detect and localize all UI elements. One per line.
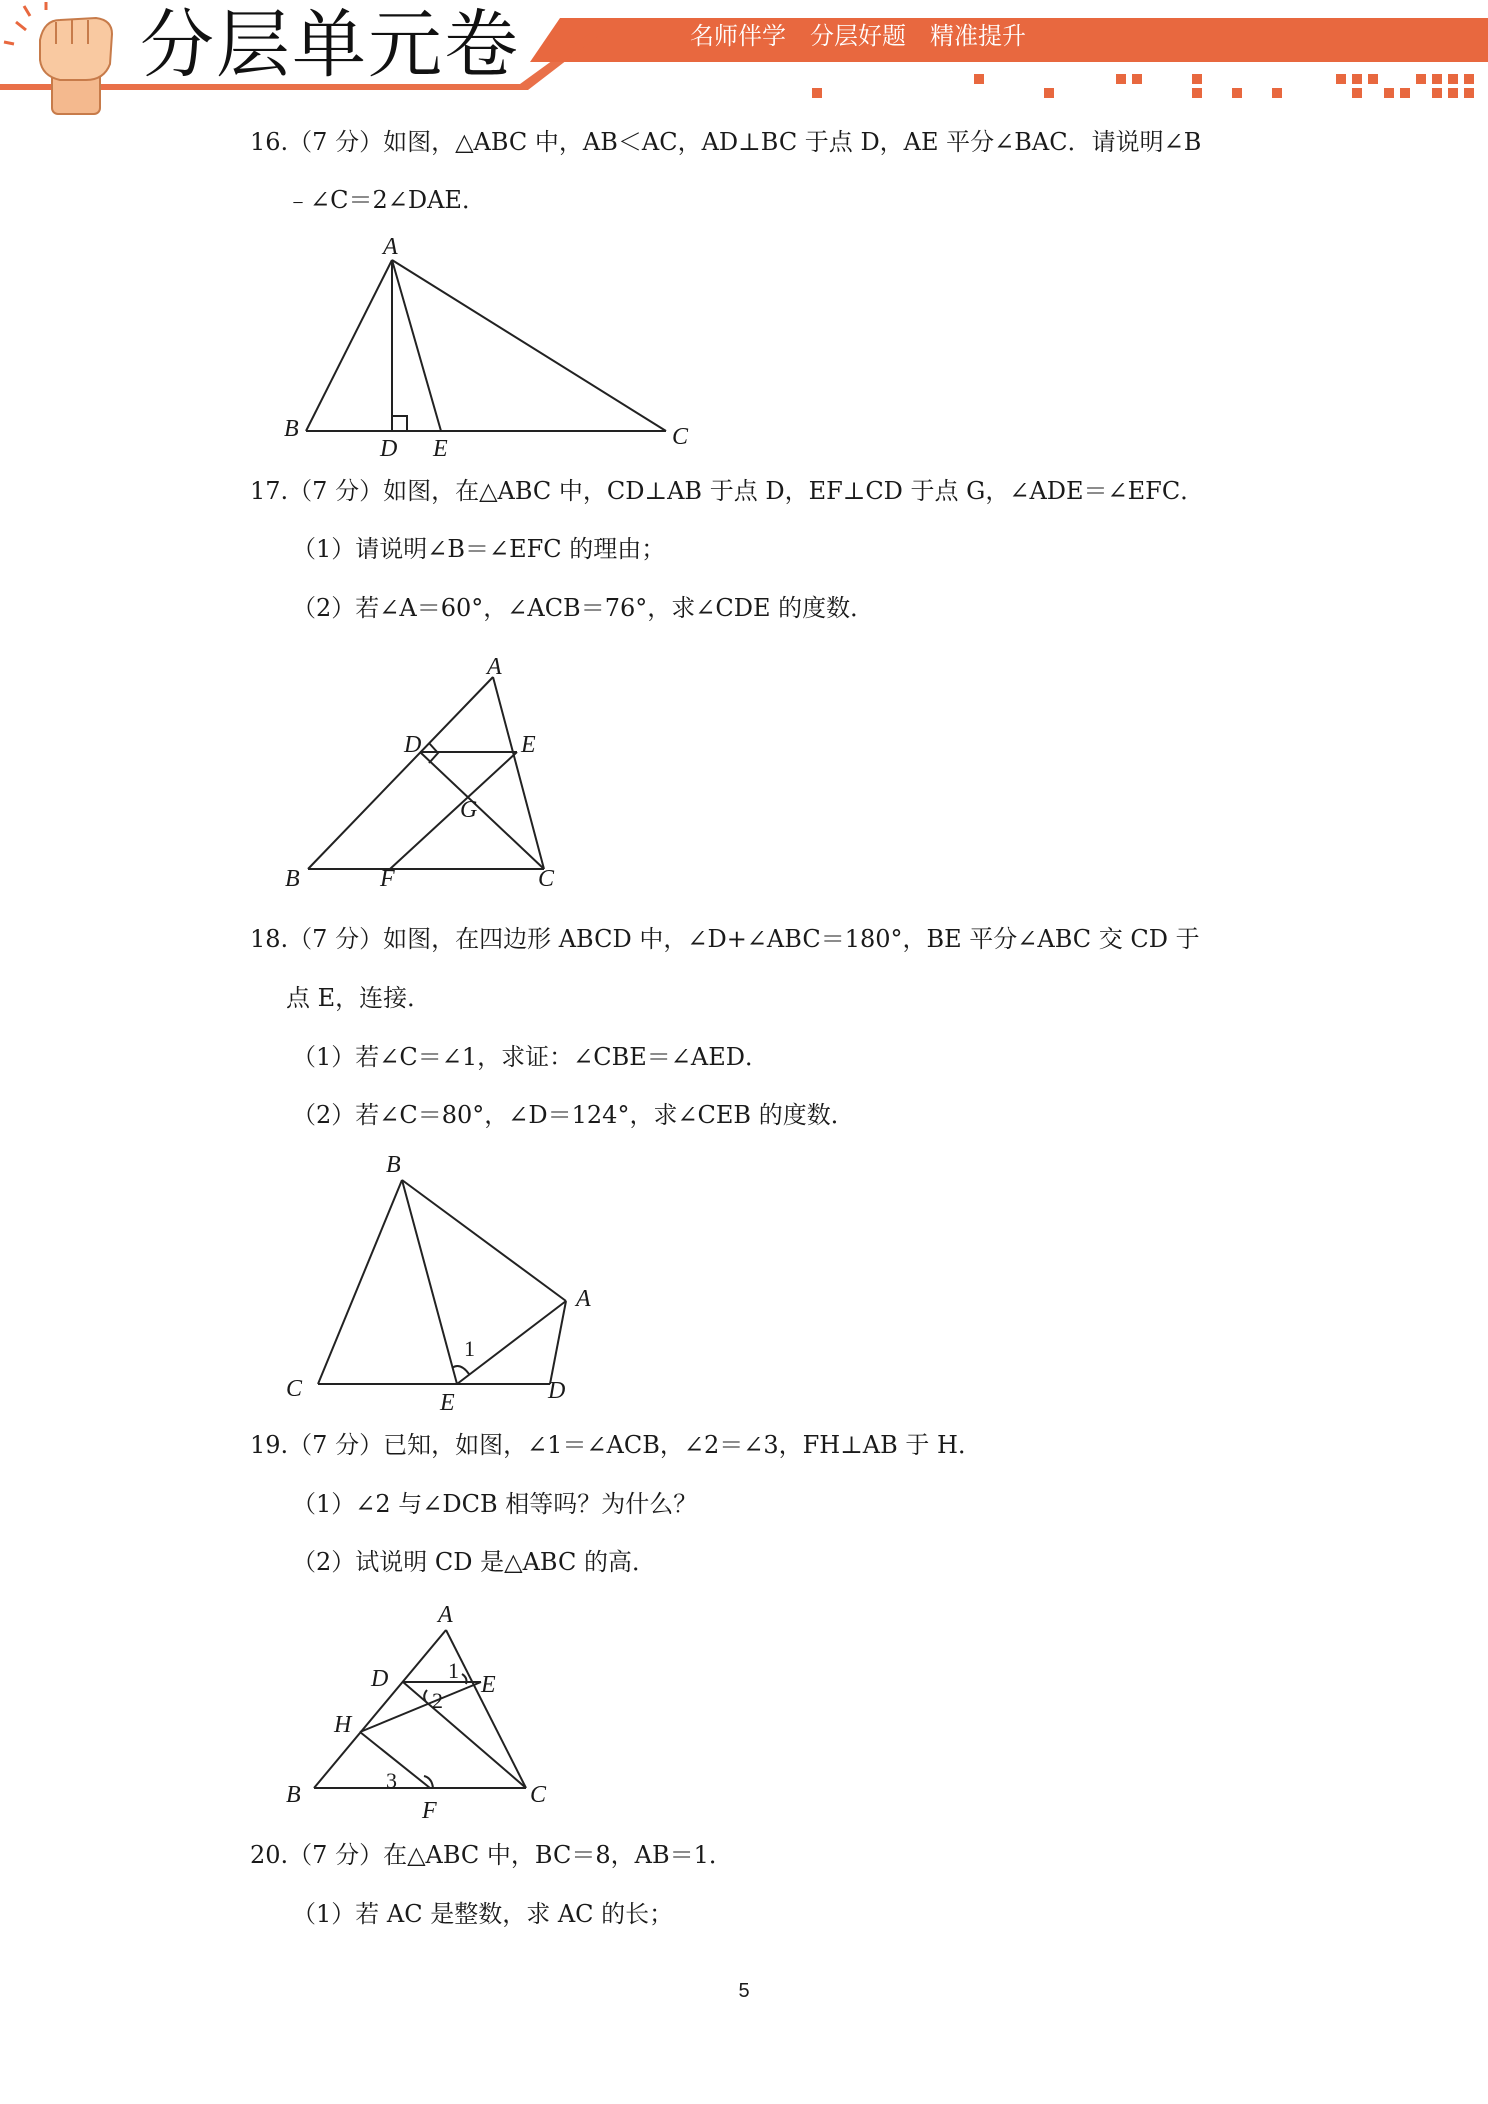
- q18-figure: [280, 1148, 620, 1418]
- q17-label-g: G: [460, 797, 478, 823]
- q18-part1: （1）若∠C＝∠1，求证：∠CBE＝∠AED．: [292, 1043, 769, 1071]
- q19-label-e: E: [481, 1672, 496, 1698]
- q18-stem: 18.（7 分）如图，在四边形 ABCD 中，∠D+∠ABC＝180°，BE 平分∠ABC 交 CD 于: [250, 925, 1200, 953]
- q19-label-a: A: [438, 1602, 453, 1628]
- q17-part1: （1）请说明∠B＝∠EFC 的理由；: [292, 535, 666, 563]
- q19-part2: （2）试说明 CD 是△ABC 的高．: [292, 1548, 656, 1576]
- page-header: [0, 0, 1488, 120]
- q19-label-c: C: [530, 1782, 547, 1808]
- q16-label-d: D: [380, 436, 398, 462]
- q19-label-angle3: 3: [386, 1768, 397, 1793]
- q16-label-a: A: [383, 234, 398, 260]
- q20-part1: （1）若 AC 是整数，求 AC 的长；: [292, 1900, 674, 1928]
- brand-title: 分层单元卷: [140, 2, 520, 88]
- q18-label-b: B: [386, 1152, 401, 1178]
- q19-label-b: B: [286, 1782, 301, 1808]
- q19-figure: [280, 1596, 570, 1826]
- page-number: 5: [738, 1980, 750, 2002]
- q19-label-angle2: 2: [432, 1688, 443, 1713]
- q17-part2: （2）若∠A＝60°，∠ACB＝76°，求∠CDE 的度数．: [292, 594, 875, 622]
- q20-stem: 20.（7 分）在△ABC 中，BC＝8，AB＝1．: [250, 1841, 733, 1869]
- q17-label-b: B: [285, 866, 300, 892]
- q19-label-f: F: [422, 1798, 437, 1824]
- q16-label-e: E: [433, 436, 448, 462]
- q18-label-e: E: [440, 1390, 455, 1416]
- q18-label-angle1: 1: [464, 1336, 475, 1361]
- q18-label-a: A: [576, 1286, 591, 1312]
- slogan-item: 精准提升: [930, 22, 1026, 50]
- q18-label-c: C: [286, 1376, 303, 1402]
- q17-label-e: E: [521, 732, 536, 758]
- q19-label-h: H: [334, 1712, 352, 1738]
- q16-stem-cont: ﹣∠C＝2∠DAE．: [286, 186, 486, 214]
- slogan-item: 分层好题: [810, 22, 906, 50]
- q18-part2: （2）若∠C＝80°，∠D＝124°，求∠CEB 的度数．: [292, 1101, 855, 1129]
- q16-label-c: C: [672, 424, 689, 450]
- q19-label-angle1: 1: [448, 1658, 459, 1683]
- q17-label-f: F: [380, 866, 395, 892]
- q19-stem: 19.（7 分）已知，如图，∠1＝∠ACB，∠2＝∠3，FH⊥AB 于 H．: [250, 1431, 982, 1459]
- fist-logo-icon: [4, 2, 112, 114]
- q17-figure: [280, 650, 580, 900]
- q16-figure: [280, 228, 700, 468]
- q19-part1: （1）∠2 与∠DCB 相等吗？为什么？: [292, 1490, 698, 1518]
- slogan-item: 名师伴学: [690, 22, 786, 50]
- q17-label-c: C: [538, 866, 555, 892]
- q18-label-d: D: [548, 1378, 566, 1404]
- q17-label-a: A: [487, 654, 502, 680]
- q17-stem: 17.（7 分）如图，在△ABC 中，CD⊥AB 于点 D，EF⊥CD 于点 G，∠ADE＝∠EFC．: [250, 477, 1205, 505]
- decorative-squares: [812, 74, 1474, 98]
- q17-label-d: D: [404, 732, 422, 758]
- q16-stem: 16.（7 分）如图，△ABC 中，AB＜AC，AD⊥BC 于点 D，AE 平分∠BAC．请说明∠B: [250, 128, 1202, 156]
- q19-label-d: D: [371, 1666, 389, 1692]
- header-slogan: [690, 16, 1050, 56]
- q18-stem-cont: 点 E，连接．: [286, 984, 432, 1012]
- q16-label-b: B: [284, 416, 299, 442]
